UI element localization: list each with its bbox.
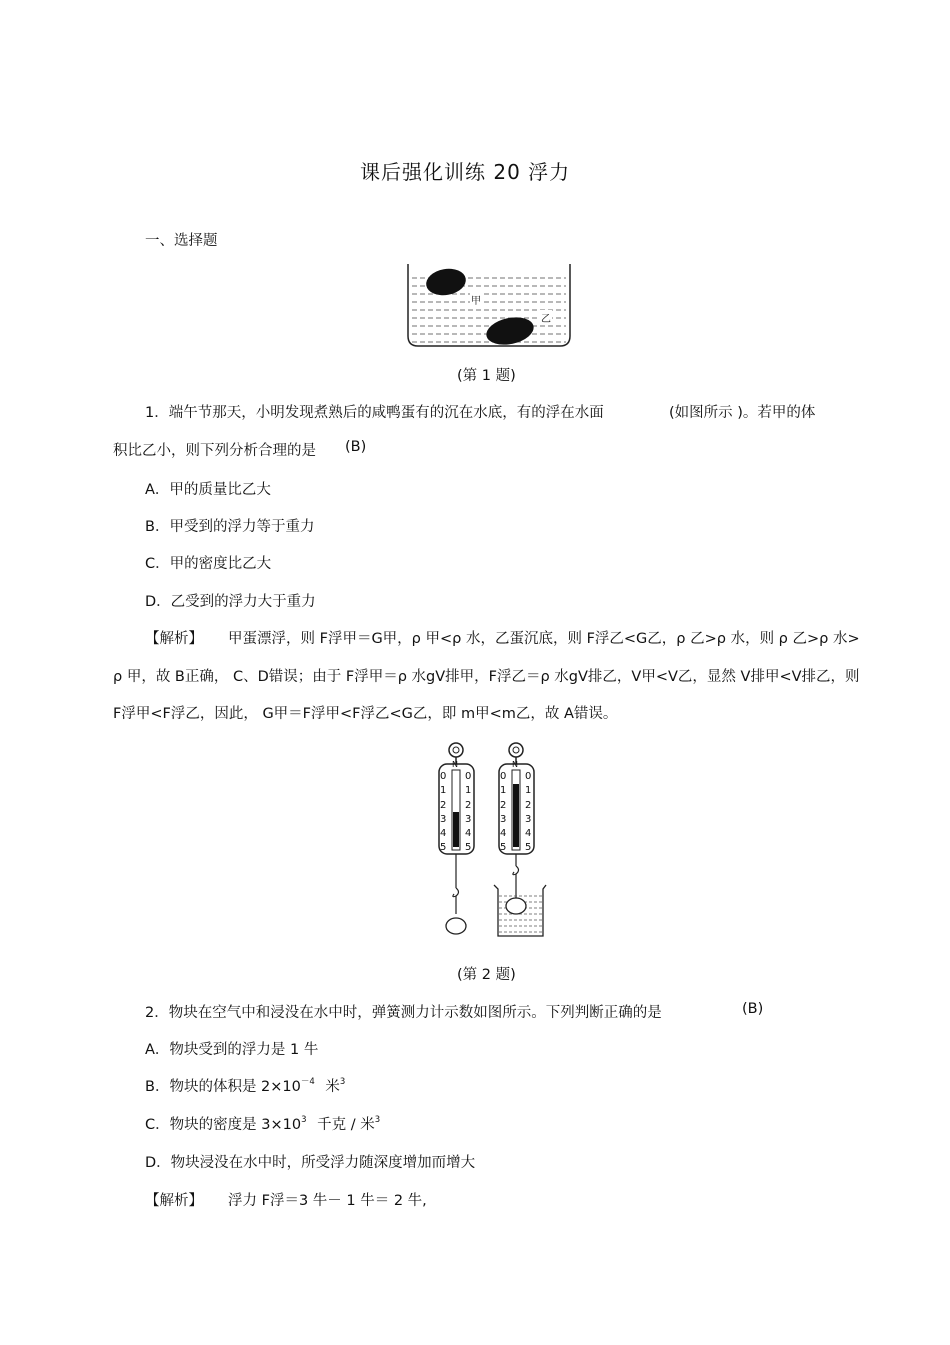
q2-option-d: D．物块浸没在水中时，所受浮力随深度增加而增大 bbox=[145, 1155, 476, 1171]
q1-analysis-label: 【解析】 bbox=[145, 631, 203, 647]
tick: 4 bbox=[465, 828, 472, 840]
section-heading: 一、选择题 bbox=[145, 233, 218, 249]
scale-air-ticks-right bbox=[465, 770, 471, 856]
tick: 4 bbox=[500, 828, 507, 840]
egg-b bbox=[484, 313, 536, 348]
q1-answer: (B) bbox=[345, 439, 367, 455]
tick: 2 bbox=[500, 799, 507, 811]
tick: 4 bbox=[525, 828, 532, 840]
scale-air-ticks-left bbox=[440, 770, 446, 856]
q1-analysis-line3: F浮甲<F浮乙，因此， G甲＝F浮甲<F浮乙<G乙，即 m甲<m乙，故 A错误。 bbox=[113, 706, 618, 722]
tick: 0 bbox=[525, 771, 532, 782]
tick: 1 bbox=[525, 785, 532, 797]
egg-a-label: 甲 bbox=[470, 292, 482, 307]
figure-2-caption: (第 2 题) bbox=[457, 967, 516, 983]
tick: 1 bbox=[465, 785, 472, 797]
tick: 0 bbox=[440, 771, 447, 782]
q2-option-b-unit-exponent: 3 bbox=[339, 1077, 346, 1087]
tick: 5 bbox=[500, 842, 507, 854]
tick: 4 bbox=[440, 828, 447, 840]
q2-option-c bbox=[145, 1113, 380, 1134]
tick: 3 bbox=[500, 813, 507, 825]
tick: 5 bbox=[465, 842, 472, 854]
tick: 2 bbox=[440, 799, 447, 811]
q2-option-c-text: C．物块的密度是 3×10 bbox=[145, 1117, 302, 1133]
figure-1-beaker bbox=[400, 258, 580, 354]
tick: 3 bbox=[465, 813, 472, 825]
tick: 3 bbox=[440, 813, 447, 825]
q1-analysis-line2: ρ 甲，故 B正确， C、D错误；由于 F浮甲＝ρ 水gV排甲，F浮乙＝ρ 水gV排乙，V甲<V乙，显然 V排甲<V排乙，则 bbox=[113, 669, 860, 685]
tick: 3 bbox=[525, 813, 532, 825]
q1-option-d: D．乙受到的浮力大于重力 bbox=[145, 594, 316, 610]
page-title: 课后强化训练 20 浮力 bbox=[360, 160, 571, 184]
tick: 5 bbox=[525, 842, 532, 854]
q2-answer: (B) bbox=[742, 1001, 764, 1017]
q2-option-b bbox=[145, 1075, 345, 1096]
egg-b-label: 乙 bbox=[540, 310, 552, 325]
tick: 2 bbox=[465, 799, 472, 811]
q2-option-b-unit: 米 bbox=[325, 1079, 340, 1095]
q2-option-c-unit: 千克 / 米 bbox=[317, 1117, 375, 1133]
tick: 2 bbox=[525, 799, 532, 811]
tick: 0 bbox=[465, 771, 472, 782]
figure-2-spring-scales bbox=[430, 740, 550, 945]
egg-a bbox=[424, 266, 468, 299]
q1-analysis-line1: 甲蛋漂浮，则 F浮甲＝G甲，ρ 甲<ρ 水，乙蛋沉底，则 F浮乙<G乙，ρ 乙>ρ 水，则 ρ 乙>ρ 水> bbox=[228, 631, 860, 647]
scale-air-unit: N bbox=[452, 760, 458, 769]
q1-option-c: C．甲的密度比乙大 bbox=[145, 556, 272, 572]
q2-option-b-text: B．物块的体积是 2×10 bbox=[145, 1079, 301, 1095]
q2-option-c-unit-exponent: 3 bbox=[374, 1115, 381, 1125]
tick: 0 bbox=[500, 771, 507, 782]
figure-1-caption: (第 1 题) bbox=[457, 368, 516, 384]
q2-option-c-exponent: 3 bbox=[301, 1115, 307, 1125]
q2-analysis-line1: 浮力 F浮＝3 牛－ 1 牛＝ 2 牛, bbox=[228, 1193, 427, 1209]
q1-option-a: A．甲的质量比乙大 bbox=[145, 482, 271, 498]
q1-stem-line1-tail: (如图所示 )。若甲的体 bbox=[669, 405, 816, 421]
q1-option-b: B．甲受到的浮力等于重力 bbox=[145, 519, 315, 535]
tick: 1 bbox=[440, 785, 447, 797]
tick: 5 bbox=[440, 842, 447, 854]
q1-stem-line1: 1．端午节那天，小明发现煮熟后的咸鸭蛋有的沉在水底，有的浮在水面 bbox=[145, 405, 604, 421]
scale-water-ticks-right bbox=[525, 770, 531, 856]
q1-stem-line2: 积比乙小，则下列分析合理的是 bbox=[113, 443, 316, 459]
q2-stem: 2．物块在空气中和浸没在水中时，弹簧测力计示数如图所示。下列判断正确的是 bbox=[145, 1005, 662, 1021]
q2-option-a: A．物块受到的浮力是 1 牛 bbox=[145, 1042, 319, 1058]
tick: 1 bbox=[500, 785, 507, 797]
scale-water-unit: N bbox=[512, 760, 518, 769]
scale-water-ticks-left bbox=[500, 770, 506, 856]
q2-analysis-label: 【解析】 bbox=[145, 1193, 203, 1209]
q2-option-b-exponent: －4 bbox=[300, 1077, 315, 1087]
